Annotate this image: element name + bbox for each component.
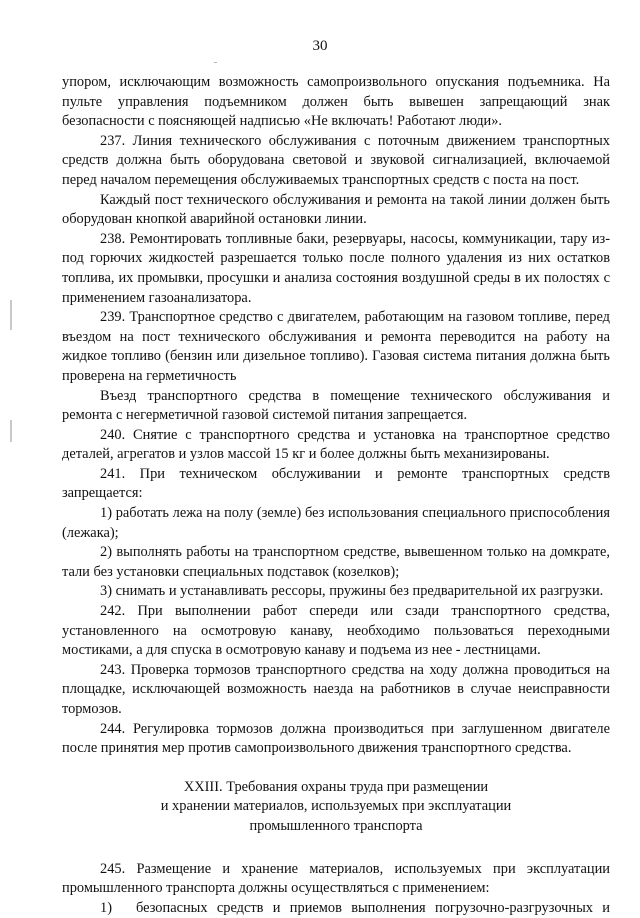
list-item-2: 2) выполнять работы на транспортном средстве, вывешенном только на домкрате, тали без установки специальных подставок (козелков); xyxy=(62,544,610,580)
paragraph-243: 243. Проверка тормозов транспортного средства на ходу должна проводиться на площадке, исключающей возможность наезда на работников в случае неисправности тормозов. xyxy=(62,661,610,717)
section-heading xyxy=(62,778,610,837)
paragraph-241: 241. При техническом обслуживании и ремонте транспортных средств запрещается: xyxy=(62,465,610,502)
section-heading-line-2: и хранении материалов, используемых при эксплуатации xyxy=(160,798,512,815)
list-item-number: 1) xyxy=(100,899,112,916)
paragraph-239-continuation: Въезд транспортного средства в помещение технического обслуживания и ремонта с негерметичной газовой системой питания запрещается. xyxy=(62,387,610,424)
section-heading-line-3: промышленного транспорта xyxy=(249,817,423,834)
document-body xyxy=(62,73,610,918)
paragraph-245: 245. Размещение и хранение материалов, используемых при эксплуатации промышленного транспорта должны осуществляться с применением: xyxy=(62,860,610,897)
paragraph-continuation: упором, исключающим возможность самопроизвольного опускания подъемника. На пульте управления подъемником должен быть вывешен запрещающий знак безопасности с поясняющей надписью «Не включать! Работают люди». xyxy=(62,74,610,130)
page-number: 30 xyxy=(312,38,328,54)
paragraph-237: 237. Линия технического обслуживания с поточным движением транспортных средств должна быть оборудована световой и звуковой сигнализацией, включаемой перед началом перемещения обслуживаемых транспортных средств с поста на пост. xyxy=(62,132,610,188)
paragraph-238: 238. Ремонтировать топливные баки, резервуары, насосы, коммуникации, тару из-под горючих жидкостей разрешается только после полного удаления из них остатков топлива, их промывки, просушки и анализа состояния воздушной среды в их полостях с применением газоанализатора. xyxy=(62,230,610,306)
paragraph-237-continuation: Каждый пост технического обслуживания и ремонта на такой линии должен быть оборудован кнопкой аварийной остановки линии. xyxy=(62,191,610,228)
list-item-245-1 xyxy=(62,899,610,918)
list-item-3: 3) снимать и устанавливать рессоры, пружины без предварительной их разгрузки. xyxy=(100,583,604,600)
scan-margin-mark xyxy=(10,420,12,442)
scan-speck xyxy=(214,62,217,63)
section-heading-line-1: XXIII. Требования охраны труда при размещении xyxy=(183,778,489,795)
list-item-1: 1) работать лежа на полу (земле) без использования специального приспособления (лежака); xyxy=(62,505,610,541)
paragraph-239: 239. Транспортное средство с двигателем, работающим на газовом топливе, перед въездом на пост технического обслуживания и ремонта переводится на работу на жидкое топливо (бензин или дизельное топливо). Газовая система питания должна быть проверена на герметичность xyxy=(62,309,610,384)
scan-margin-mark xyxy=(10,300,12,330)
paragraph-242: 242. При выполнении работ спереди или сзади транспортного средства, установленного на осмотровую канаву, необходимо пользоваться переходными мостиками, а для спуска в осмотровую канаву и подъема из нее - лестницами. xyxy=(62,603,610,659)
list-item-text: безопасных средств и приемов выполнения погрузочно-разгрузочных и xyxy=(136,899,610,916)
paragraph-240: 240. Снятие с транспортного средства и установка на транспортное средство деталей, агрегатов и узлов массой 15 кг и более должны быть механизированы. xyxy=(62,426,610,463)
paragraph-244: 244. Регулировка тормозов должна производиться при заглушенном двигателе после принятия мер против самопроизвольного движения транспортного средства. xyxy=(62,720,610,757)
